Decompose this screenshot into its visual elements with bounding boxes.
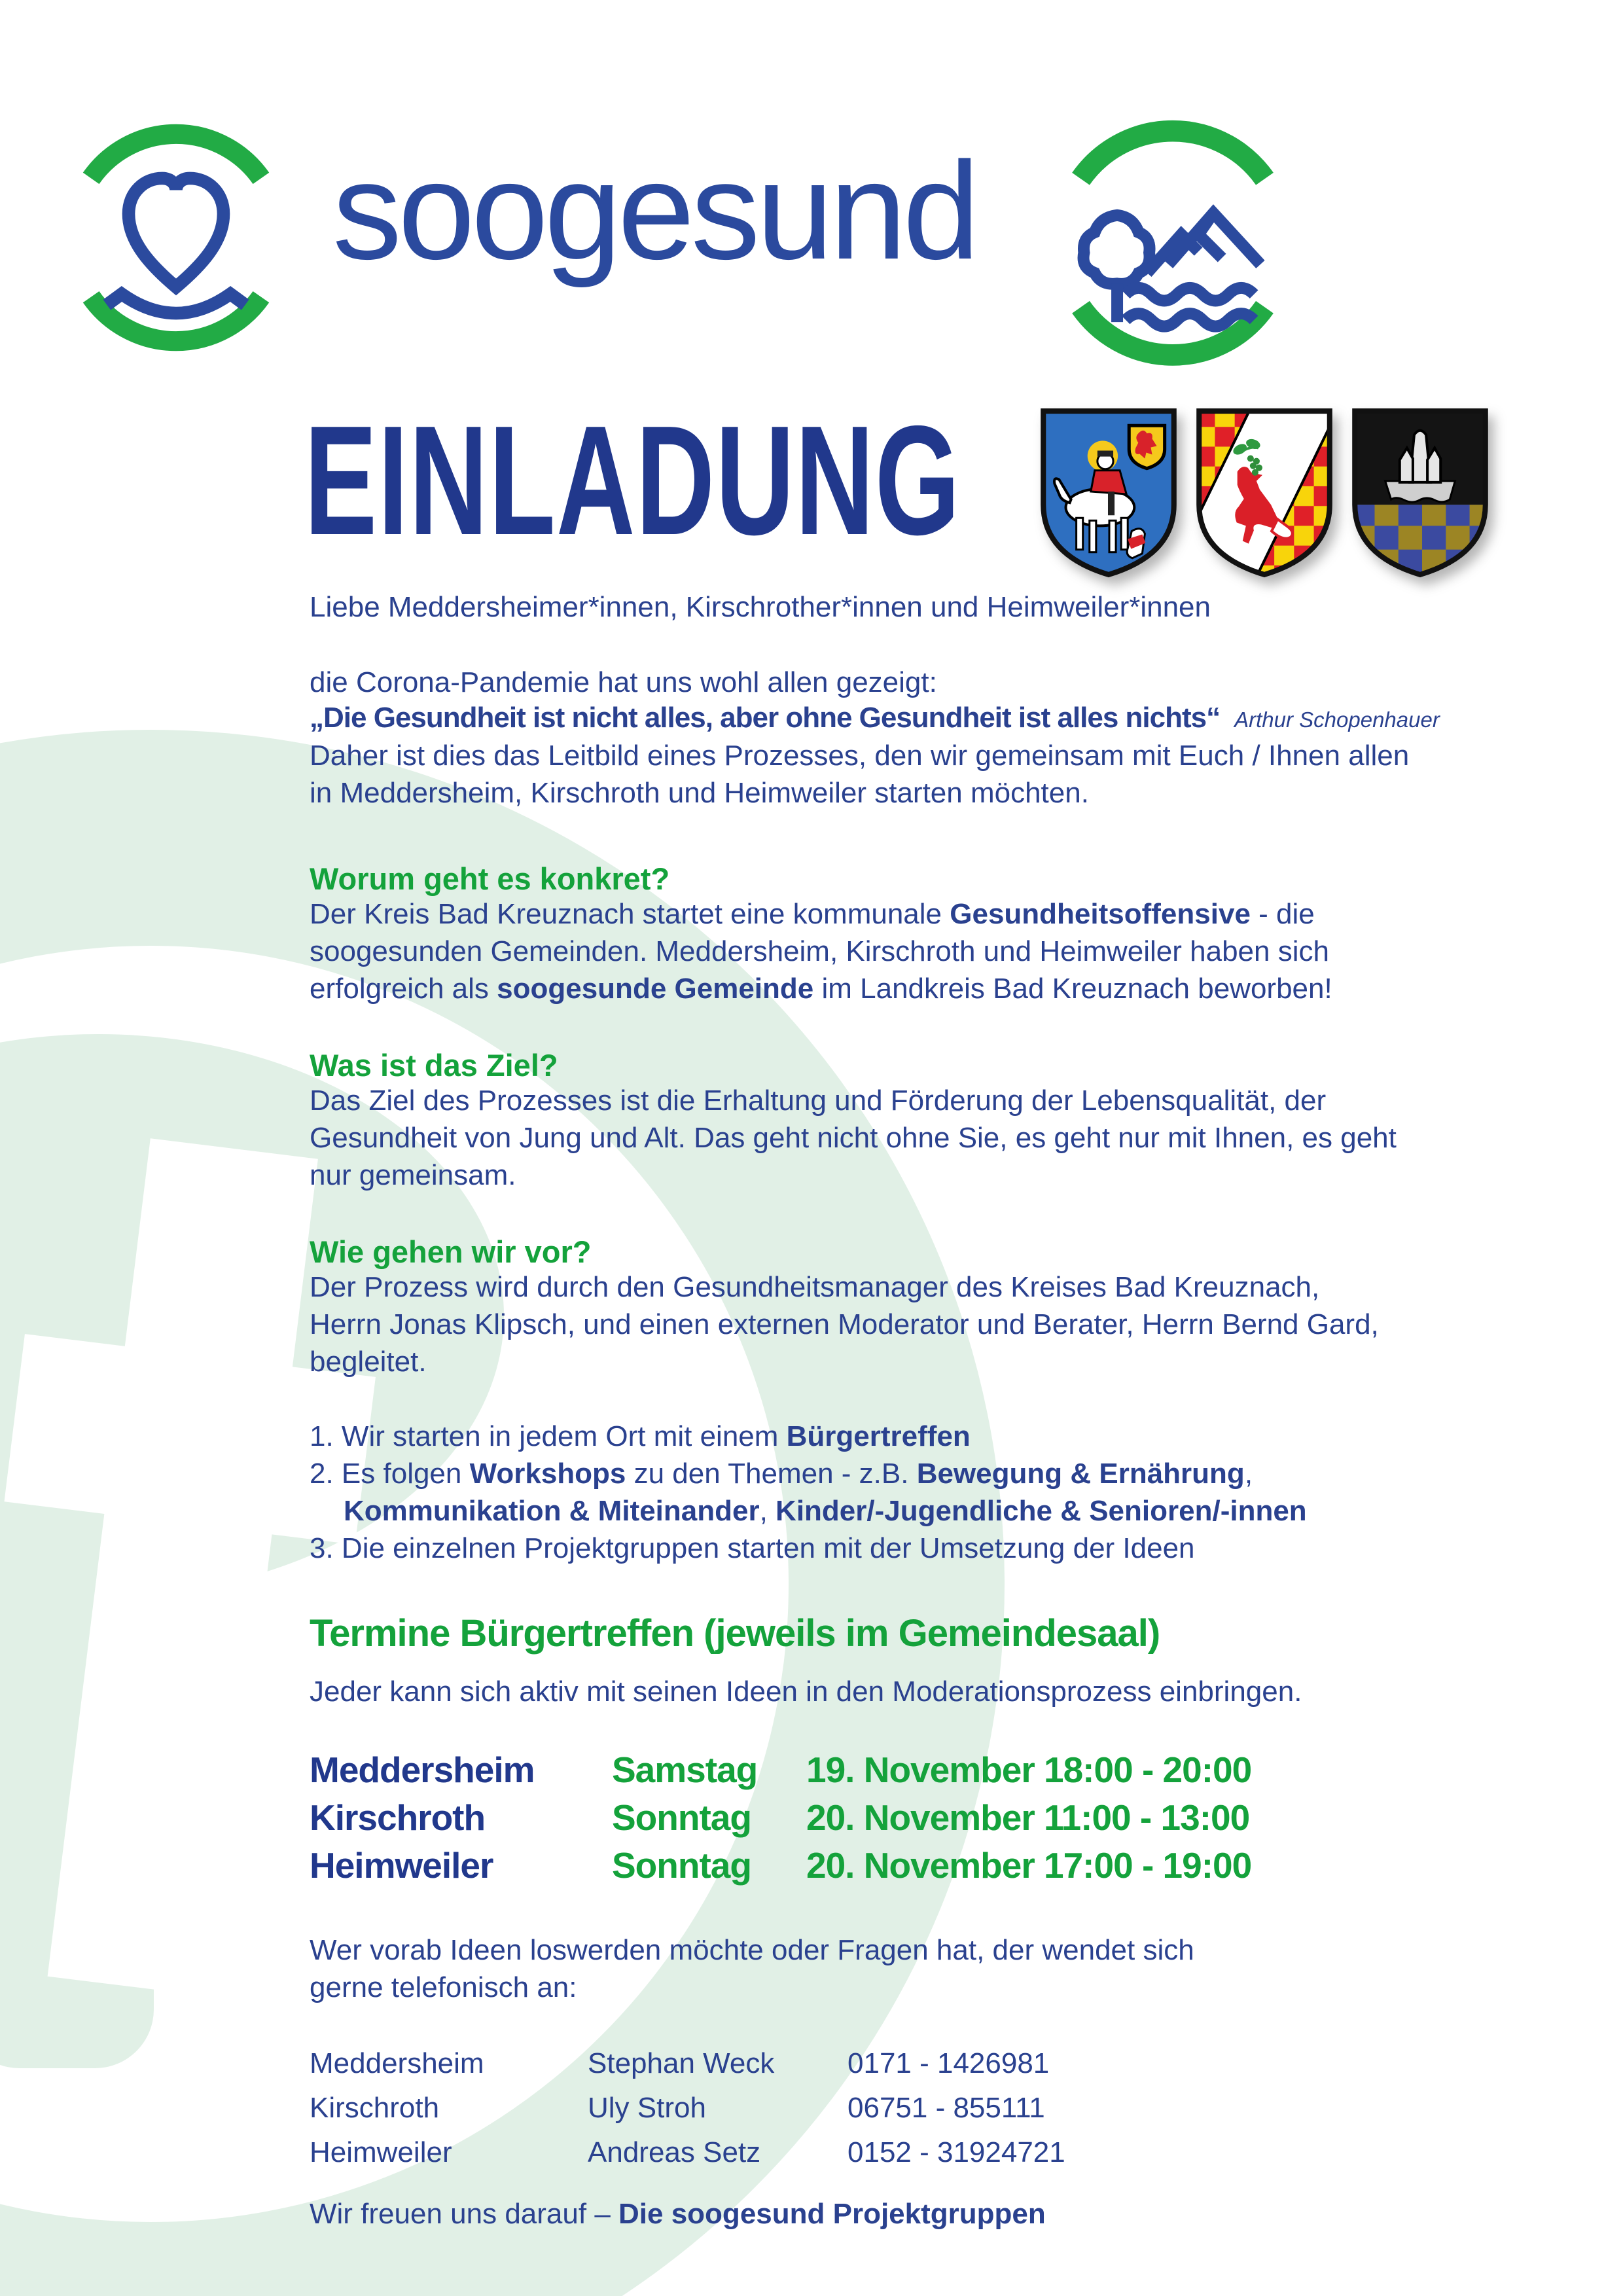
contact-ort: Meddersheim (310, 2047, 484, 2079)
wappen-kirschroth-icon (1195, 407, 1334, 579)
wappen-meddersheim-icon (1039, 407, 1178, 579)
closing-pre: Wir freuen uns darauf – (310, 2198, 619, 2230)
vorgehen-line-1: Der Prozess wird durch den Gesundheitsmanager des Kreises Bad Kreuznach, (310, 1271, 1320, 1303)
konkret-t2: - die (1250, 898, 1315, 930)
wappen-heimweiler-icon (1351, 407, 1489, 579)
konkret-line-1 (310, 898, 1315, 931)
contact-ort: Heimweiler (310, 2136, 452, 2168)
step-2-bold-2: Bewegung & Ernährung (916, 1458, 1245, 1490)
ziel-line-2: Gesundheit von Jung und Alt. Das geht nicht ohne Sie, es geht nur mit Ihnen, es geht (310, 1122, 1397, 1154)
contact-ort: Kirschroth (310, 2092, 440, 2124)
step-2-line2-bold-2: Kinder/-Jugendliche & Senioren/-innen (776, 1495, 1307, 1527)
step-2-line2-bold-1: Kommunikation & Miteinander (344, 1495, 760, 1527)
konkret-t1: Der Kreis Bad Kreuznach startet eine kommunale (310, 898, 950, 930)
step-1-text: 1. Wir starten in jedem Ort mit einem (310, 1420, 787, 1452)
ziel-line-1: Das Ziel des Prozesses ist die Erhaltung und Förderung der Lebensqualität, der (310, 1085, 1327, 1117)
schedule-tag: Sonntag (612, 1797, 751, 1838)
contact-intro-1: Wer vorab Ideen loswerden möchte oder Fragen hat, der wendet sich (310, 1934, 1194, 1966)
schedule-zeit: 20. November 17:00 - 19:00 (806, 1845, 1252, 1886)
schedule-zeit: 20. November 11:00 - 13:00 (806, 1797, 1250, 1838)
termine-subline: Jeder kann sich aktiv mit seinen Ideen in den Moderationsprozess einbringen. (310, 1676, 1302, 1708)
closing-bold: Die soogesund Projektgruppen (618, 2198, 1046, 2230)
konkret-bold-1: Gesundheitsoffensive (950, 898, 1251, 930)
schedule-tag: Sonntag (612, 1845, 751, 1886)
quote-line (310, 702, 1440, 734)
logo-wordmark: soogesund (332, 133, 976, 288)
contact-name: Uly Stroh (588, 2092, 706, 2124)
closing-line (310, 2198, 1046, 2231)
konkret-bold-2: soogesunde Gemeinde (497, 973, 814, 1005)
ziel-line-3: nur gemeinsam. (310, 1159, 516, 1191)
konkret-line-2: soogesunden Gemeinden. Meddersheim, Kirschroth und Heimweiler haben sich (310, 935, 1329, 967)
landscape-tree-mountain-water-icon (1052, 113, 1293, 369)
konkret-line-3 (310, 973, 1332, 1005)
section-heading-vorgehen: Wie gehen wir vor? (310, 1234, 592, 1269)
step-2-pre: 2. Es folgen (310, 1458, 470, 1490)
step-2-line-2 (310, 1495, 1307, 1528)
quote-attribution: Arthur Schopenhauer (1234, 708, 1440, 732)
intro-line-3: in Meddersheim, Kirschroth und Heimweiler starten möchten. (310, 777, 1089, 809)
step-1-bold: Bürgertreffen (786, 1420, 971, 1452)
contact-intro-2: gerne telefonisch an: (310, 1971, 577, 2003)
konkret-t5: im Landkreis Bad Kreuznach beworben! (813, 973, 1332, 1005)
step-1 (310, 1420, 971, 1453)
section-heading-ziel: Was ist das Ziel? (310, 1048, 558, 1083)
step-2-mid: zu den Themen - z.B. (626, 1458, 917, 1490)
schedule-ort: Kirschroth (310, 1797, 486, 1838)
termine-heading: Termine Bürgertreffen (jeweils im Gemeindesaal) (310, 1612, 1160, 1655)
schedule-zeit: 19. November 18:00 - 20:00 (806, 1749, 1252, 1790)
step-2 (310, 1458, 1253, 1490)
schedule-ort: Meddersheim (310, 1749, 535, 1790)
greeting-line: Liebe Meddersheimer*innen, Kirschrother*innen und Heimweiler*innen (310, 591, 1211, 623)
contact-name: Andreas Setz (588, 2136, 761, 2168)
step-2-bold-1: Workshops (469, 1458, 626, 1490)
schedule-tag: Samstag (612, 1749, 758, 1790)
step-2-end: , (1244, 1458, 1253, 1490)
vorgehen-line-2: Herrn Jonas Klipsch, und einen externen Moderator und Berater, Herrn Bernd Gard, (310, 1308, 1379, 1340)
step-2-line2-sep: , (759, 1495, 776, 1527)
konkret-t4: erfolgreich als (310, 973, 497, 1005)
intro-line-2: Daher ist dies das Leitbild eines Prozesses, den wir gemeinsam mit Euch / Ihnen allen (310, 740, 1410, 772)
step-3: 3. Die einzelnen Projektgruppen starten mit der Umsetzung der Ideen (310, 1532, 1195, 1564)
contact-phone: 0152 - 31924721 (847, 2136, 1065, 2168)
schedule-ort: Heimweiler (310, 1845, 493, 1886)
vorgehen-line-3: begleitet. (310, 1346, 427, 1378)
contact-phone: 0171 - 1426981 (847, 2047, 1050, 2079)
page-title: EINLADUNG (304, 394, 961, 567)
coat-of-arms-row (1039, 407, 1489, 579)
section-heading-konkret: Worum geht es konkret? (310, 861, 670, 896)
quote-text: „Die Gesundheit ist nicht alles, aber ohne Gesundheit ist alles nichts“ (310, 702, 1221, 734)
contact-phone: 06751 - 855111 (847, 2092, 1045, 2124)
contact-name: Stephan Weck (588, 2047, 775, 2079)
heart-in-circle-icon (77, 117, 275, 355)
intro-line-1: die Corona-Pandemie hat uns wohl allen gezeigt: (310, 666, 937, 698)
